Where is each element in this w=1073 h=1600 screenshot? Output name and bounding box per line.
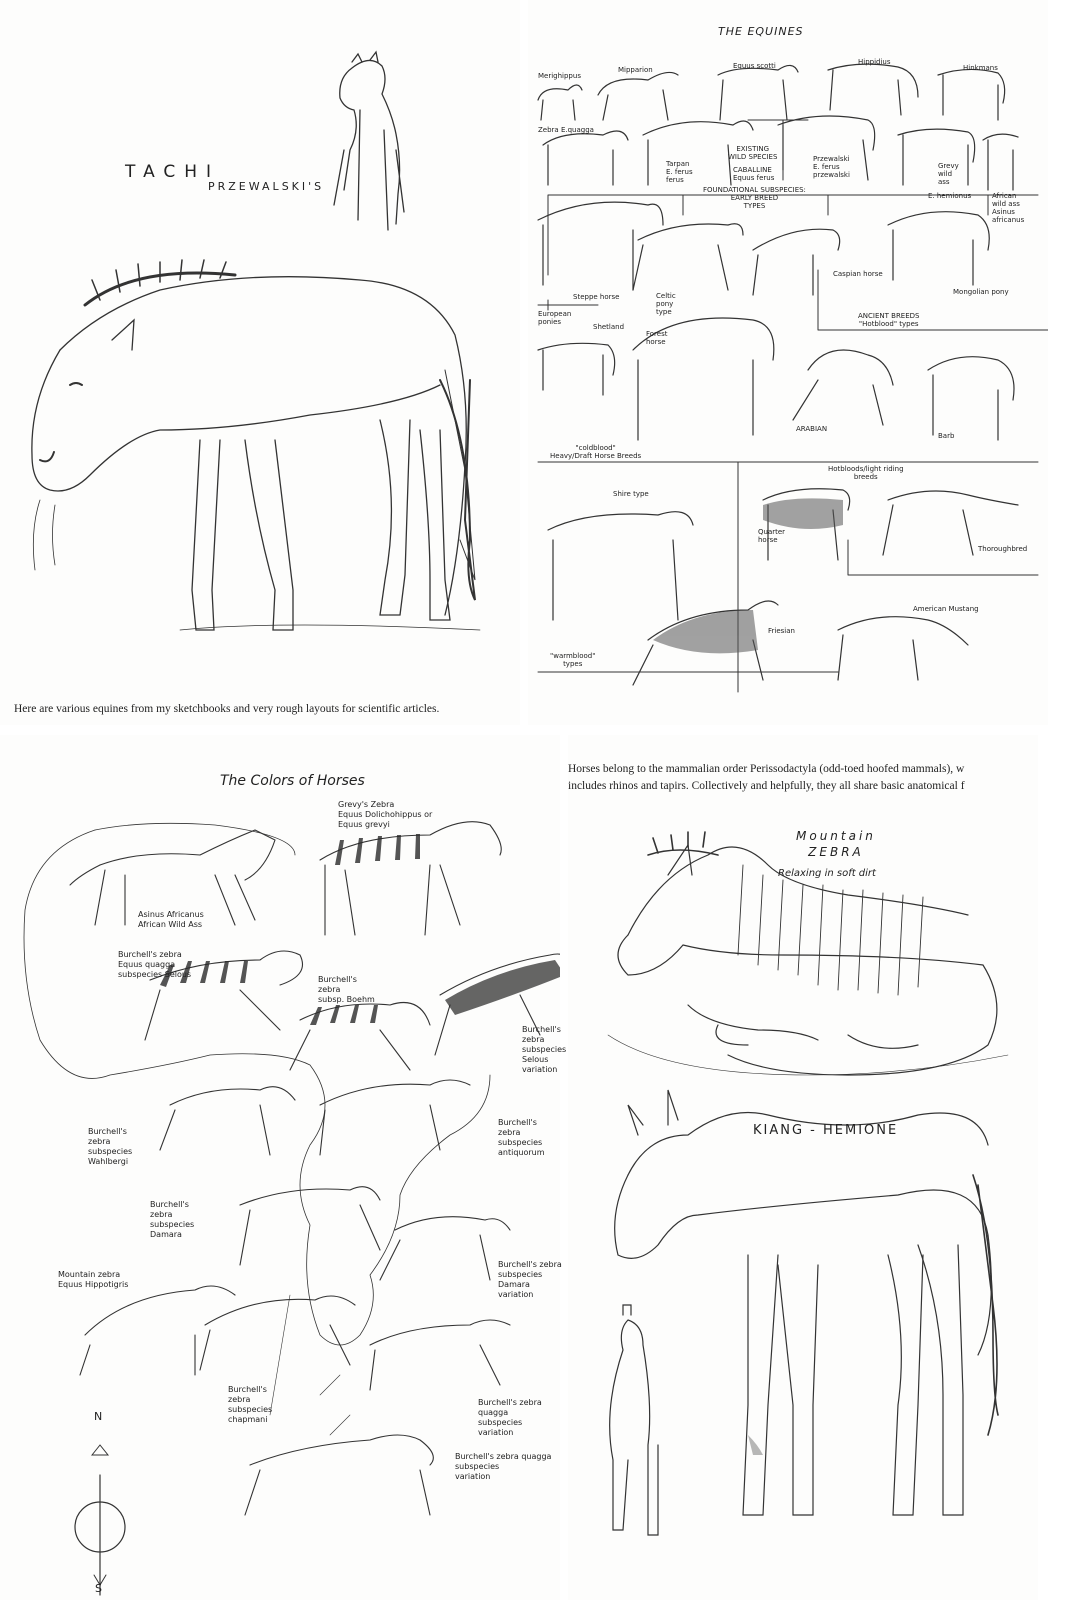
tachi-title: TACHI: [125, 162, 221, 182]
label-shire: Shire type: [613, 490, 649, 498]
label-przewalski: Przewalski E. ferus przewalski: [813, 155, 850, 179]
label-chapmani: Burchell's zebra subspecies chapmani: [228, 1385, 273, 1424]
label-warmblood: "warmblood" types: [550, 652, 596, 668]
panel-tachi: [0, 0, 520, 725]
body-text-line1: Horses belong to the mammalian order Perissodactyla (odd-toed hoofed mammals), w: [568, 763, 965, 775]
panel-equines: [528, 0, 1048, 725]
label-existing: EXISTING WILD SPECIES: [728, 145, 778, 161]
label-caballine: CABALLINE Equus ferus: [733, 166, 775, 182]
label-celtic: Celtic pony type: [656, 292, 676, 316]
label-shetland: Shetland: [593, 323, 625, 331]
label-barb: Barb: [938, 432, 955, 440]
label-burchell-boehm: Burchell's zebra subsp. Boehm: [318, 975, 375, 1004]
page-caption: Here are various equines from my sketchbooks and very rough layouts for scientific articles.: [14, 703, 440, 715]
label-mustang: American Mustang: [913, 605, 979, 613]
label-quarter: Quarter horse: [758, 528, 786, 544]
label-european: European ponies: [538, 310, 572, 326]
label-ancient: ANCIENT BREEDS "Hotblood" types: [858, 312, 920, 328]
tachi-subtitle: PRZEWALSKI'S: [208, 180, 325, 193]
label-african: African wild ass Asinus africanus: [992, 192, 1025, 224]
label-damara: Burchell's zebra subspecies Damara: [150, 1200, 195, 1239]
kiang-title: KIANG - HEMIONE: [753, 1123, 899, 1138]
label-forest: Forest horse: [646, 330, 668, 346]
compass-north: N: [94, 1410, 103, 1423]
equines-title: THE EQUINES: [718, 25, 804, 38]
mountain-zebra-subtitle: Relaxing in soft dirt: [778, 868, 876, 879]
label-zebra: Zebra E.quagga: [538, 126, 594, 134]
label-hotbloods: Hotbloods/light riding breeds: [828, 465, 904, 481]
label-quagga-var: Burchell's zebra quagga subspecies variation: [478, 1398, 542, 1437]
equines-tree-sketch: [528, 0, 1048, 725]
label-asinus: Asinus Africanus African Wild Ass: [138, 910, 204, 929]
label-mountain-zebra: Mountain zebra Equus Hippotigris: [58, 1270, 129, 1289]
label-friesian: Friesian: [768, 627, 795, 635]
mountain-zebra-title: Mountain ZEBRA: [796, 829, 876, 859]
label-foundational: FOUNDATIONAL SUBSPECIES: EARLY BREED TYPES: [703, 186, 806, 210]
label-grevys: Grevy's Zebra Equus Dolichohippus or Equus grevyi: [338, 800, 433, 829]
label-coldblood: "coldblood" Heavy/Draft Horse Breeds: [550, 444, 642, 460]
label-burchell-selous: Burchell's zebra Equus quagga subspecies Selous: [118, 950, 192, 979]
label-hippidius: Hippidius: [858, 58, 891, 66]
body-text-line2: includes rhinos and tapirs. Collectively and helpfully, they all share basic anatomical f: [568, 780, 965, 792]
label-caspian: Caspian horse: [833, 270, 883, 278]
label-mipparion: Mipparion: [618, 66, 653, 74]
label-wahlbergi: Burchell's zebra subspecies Wahlbergi: [88, 1127, 133, 1166]
panel-zebra-kiang: [568, 735, 1038, 1600]
label-equus-scotti: Equus scotti: [733, 62, 776, 70]
label-quagga-var2: Burchell's zebra quagga subspecies variation: [455, 1452, 552, 1481]
label-hinkmans: Hinkmans: [963, 64, 998, 72]
zebra-kiang-sketch: [568, 735, 1038, 1600]
label-merighippus: Merighippus: [538, 72, 581, 80]
label-damara-var: Burchell's zebra subspecies Damara variation: [498, 1260, 562, 1299]
label-tarpan: Tarpan E. ferus ferus: [666, 160, 693, 184]
compass-south: S: [95, 1582, 102, 1595]
tachi-sketch: [0, 0, 520, 725]
label-mongolian: Mongolian pony: [953, 288, 1009, 296]
label-thoroughbred: Thoroughbred: [978, 545, 1028, 553]
panel-colors: [0, 735, 567, 1600]
label-grevy: Grevy wild ass: [938, 162, 959, 186]
label-burchell-selous-var: Burchell's zebra subspecies Selous variation: [522, 1025, 567, 1074]
label-steppe: Steppe horse: [573, 293, 620, 301]
label-arabian: ARABIAN: [796, 425, 828, 433]
label-hemionus: E. hemionus: [928, 192, 972, 200]
label-antiquorum: Burchell's zebra subspecies antiquorum: [498, 1118, 545, 1157]
colors-title: The Colors of Horses: [220, 773, 365, 789]
